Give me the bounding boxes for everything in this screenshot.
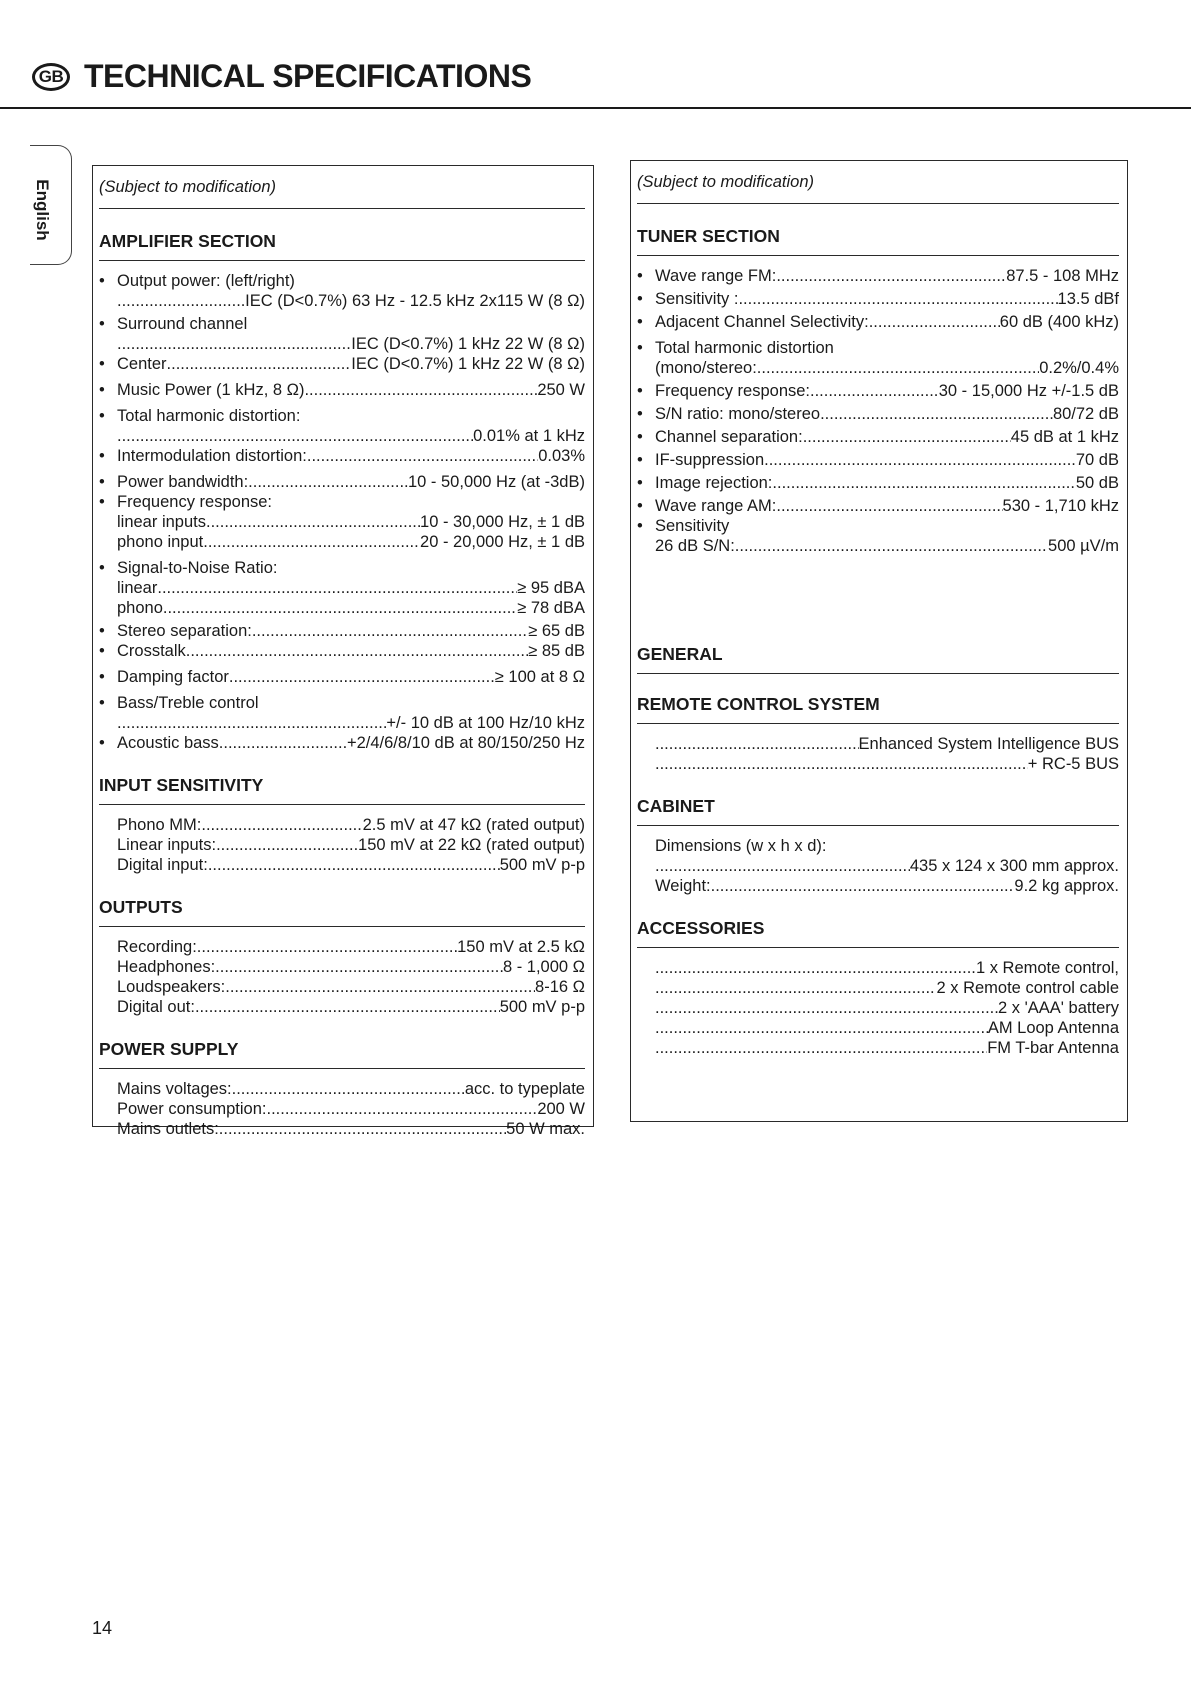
- spec-wave-range-fm: • Wave range FM: ..... 87.5 - 108 MHz: [637, 266, 1119, 286]
- spec-sensitivity: • Sensitivity : ..... 13.5 dBf: [637, 289, 1119, 309]
- input-sensitivity-title: INPUT SENSITIVITY: [99, 775, 585, 805]
- spec-weight: Weight: ..... 9.2 kg approx.: [637, 876, 1119, 896]
- subject-note: (Subject to modification): [99, 176, 585, 209]
- spec-digital-input: Digital input: ..... 500 mV p-p: [99, 855, 585, 875]
- spec-music-power: • Music Power (1 kHz, 8 Ω) ..... 250 W: [99, 380, 585, 400]
- spec-frequency-response: • Frequency response: linear inputs ..... 10 - 30,000 Hz, ± 1 dB phono input ..... 20 - 20,000 Hz, ± 1 dB: [99, 492, 585, 552]
- amplifier-spec-list: [99, 271, 585, 753]
- spec-remote-rc5: ..... + RC-5 BUS: [637, 754, 1119, 774]
- general-title: GENERAL: [637, 644, 1119, 674]
- spec-dimensions: Dimensions (w x h x d): ..... 435 x 124 x 300 mm approx.: [637, 836, 1119, 876]
- gb-language-badge: GB: [32, 63, 70, 91]
- cabinet-list: [637, 836, 1119, 896]
- accessories-list: [637, 958, 1119, 1058]
- spec-tuner-thd: • Total harmonic distortion (mono/stereo: ..... 0.2%/0.4%: [637, 338, 1119, 378]
- subject-note: (Subject to modification): [637, 171, 1119, 204]
- accessory-item: ..... 2 x 'AAA' battery: [637, 998, 1119, 1018]
- page-header: [32, 58, 531, 95]
- spec-power-consumption: Power consumption: ..... 200 W: [99, 1099, 585, 1119]
- spec-am-sensitivity: • Sensitivity 26 dB S/N: ..... 500 µV/m: [637, 516, 1119, 556]
- spec-surround-channel: • Surround channel ..... IEC (D<0.7%) 1 kHz 22 W (8 Ω): [99, 314, 585, 354]
- tuner-spec-list: [637, 266, 1119, 556]
- accessory-item: ..... 1 x Remote control,: [637, 958, 1119, 978]
- spec-imd: • Intermodulation distortion: ..... 0.03%: [99, 446, 585, 466]
- remote-control-title: REMOTE CONTROL SYSTEM: [637, 694, 1119, 724]
- spec-bass-treble: • Bass/Treble control ..... +/- 10 dB at 100 Hz/10 kHz: [99, 693, 585, 733]
- spec-stereo-separation: • Stereo separation: ..... ≥ 65 dB: [99, 621, 585, 641]
- spec-mains-voltages: Mains voltages: ..... acc. to typeplate: [99, 1079, 585, 1099]
- spec-sn-ratio: • S/N ratio: mono/stereo ..... 80/72 dB: [637, 404, 1119, 424]
- power-supply-title: POWER SUPPLY: [99, 1039, 585, 1069]
- spec-if-suppression: • IF-suppression ..... 70 dB: [637, 450, 1119, 470]
- spec-center: • Center ..... IEC (D<0.7%) 1 kHz 22 W (8 Ω): [99, 354, 585, 374]
- spec-damping-factor: • Damping factor ..... ≥ 100 at 8 Ω: [99, 667, 585, 687]
- outputs-title: OUTPUTS: [99, 897, 585, 927]
- input-sensitivity-list: [99, 815, 585, 875]
- spec-remote-bus: ..... Enhanced System Intelligence BUS: [637, 734, 1119, 754]
- spec-linear-inputs: Linear inputs: ..... 150 mV at 22 kΩ (rated output): [99, 835, 585, 855]
- remote-control-list: [637, 734, 1119, 774]
- spec-recording: Recording: ..... 150 mV at 2.5 kΩ: [99, 937, 585, 957]
- accessory-item: ..... AM Loop Antenna: [637, 1018, 1119, 1038]
- language-tab-label: English: [33, 179, 52, 241]
- spec-wave-range-am: • Wave range AM: ..... 530 - 1,710 kHz: [637, 496, 1119, 516]
- page-number: 14: [92, 1618, 113, 1638]
- spec-crosstalk: • Crosstalk ..... ≥ 85 dB: [99, 641, 585, 661]
- spec-loudspeakers: Loudspeakers: ..... 8-16 Ω: [99, 977, 585, 997]
- power-supply-list: [99, 1079, 585, 1139]
- spec-tuner-frequency-response: • Frequency response: ..... 30 - 15,000 Hz +/-1.5 dB: [637, 381, 1119, 401]
- spec-image-rejection: • Image rejection: ..... 50 dB: [637, 473, 1119, 493]
- right-spec-panel: [630, 160, 1128, 1122]
- spec-signal-to-noise: • Signal-to-Noise Ratio: linear ..... ≥ 95 dBA phono ..... ≥ 78 dBA: [99, 558, 585, 618]
- header-rule: [0, 107, 1191, 109]
- spec-channel-separation: • Channel separation: ..... 45 dB at 1 kHz: [637, 427, 1119, 447]
- left-spec-panel: [92, 165, 594, 1138]
- spec-headphones: Headphones: ..... 8 - 1,000 Ω: [99, 957, 585, 977]
- accessory-item: ..... 2 x Remote control cable: [637, 978, 1119, 998]
- tuner-section-title: TUNER SECTION: [637, 226, 1119, 256]
- spec-thd: • Total harmonic distortion: ..... 0.01% at 1 kHz: [99, 406, 585, 446]
- spec-power-bandwidth: • Power bandwidth: ..... 10 - 50,000 Hz (at -3dB): [99, 472, 585, 492]
- accessories-title: ACCESSORIES: [637, 918, 1119, 948]
- accessory-item: ..... FM T-bar Antenna: [637, 1038, 1119, 1058]
- amplifier-section-title: AMPLIFIER SECTION: [99, 231, 585, 261]
- spec-mains-outlets: Mains outlets: ..... 50 W max.: [99, 1119, 585, 1139]
- spec-acoustic-bass: • Acoustic bass ..... +2/4/6/8/10 dB at 80/150/250 Hz: [99, 733, 585, 753]
- spec-phono-mm: Phono MM: ..... 2.5 mV at 47 kΩ (rated output): [99, 815, 585, 835]
- outputs-list: [99, 937, 585, 1017]
- cabinet-title: CABINET: [637, 796, 1119, 826]
- spec-adjacent-channel: • Adjacent Channel Selectivity: ..... 60 dB (400 kHz): [637, 312, 1119, 332]
- spec-digital-out: Digital out: ..... 500 mV p-p: [99, 997, 585, 1017]
- spec-output-power: • Output power: (left/right) ..... IEC (D<0.7%) 63 Hz - 12.5 kHz 2x115 W (8 Ω): [99, 271, 585, 311]
- page-title: TECHNICAL SPECIFICATIONS: [84, 58, 532, 94]
